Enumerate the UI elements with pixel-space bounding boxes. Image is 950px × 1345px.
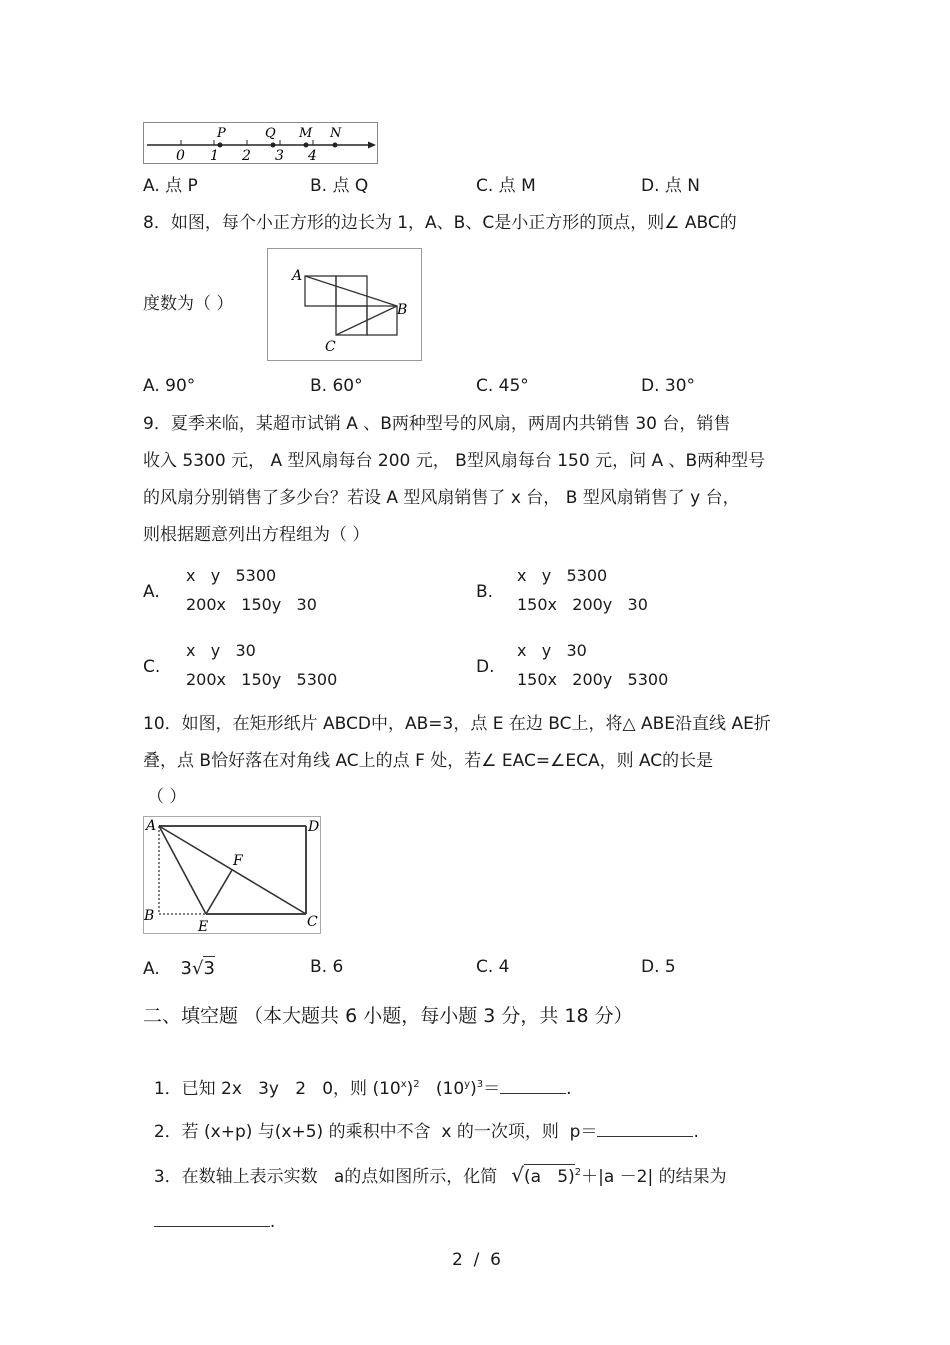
page-number: 2 / 6: [452, 1250, 501, 1270]
q10-option-b: B. 6: [310, 957, 344, 977]
q9-option-d-eq1: x y 30: [517, 641, 587, 660]
q9-option-d-eq2: 150x 200y 5300: [517, 670, 669, 689]
fill-q3-rest: ＋|a －2| 的结果为: [581, 1167, 727, 1187]
fill-q1-paren1: ): [406, 1079, 414, 1099]
fill-q2-answer-blank[interactable]: [597, 1120, 693, 1137]
fill-q1-prefix: 1．已知 2x 3y 2 0，则 (10: [153, 1079, 401, 1099]
q8-option-a: A. 90°: [143, 376, 196, 396]
q7-option-d: D. 点 N: [641, 176, 701, 196]
q9-option-b-eq1: x y 5300: [517, 566, 608, 585]
fill-q1-sup-y: y: [464, 1079, 471, 1090]
fill-q3-period: .: [269, 1212, 276, 1232]
q9-option-c-label: C.: [143, 657, 161, 677]
fill-q1-period: .: [566, 1079, 572, 1099]
fill-q1-sup-2: 2: [413, 1079, 420, 1090]
q10-label-d: D: [308, 819, 320, 835]
q9-option-c-eq2: 200x 150y 5300: [186, 670, 338, 689]
q10-stem-line1: 10．如图，在矩形纸片 ABCD中，AB=3，点 E 在边 BC上，将△ ABE沿直线 AE折: [143, 714, 771, 734]
q8-label-b: B: [397, 302, 408, 318]
q10-option-a-radicand: 3: [203, 958, 215, 979]
fill-q1-mid: (10: [419, 1079, 465, 1099]
q9-stem-line1: 9．夏季来临，某超市试销 A 、B两种型号的风扇，两周内共销售 30 台，销售: [143, 414, 731, 434]
point-label-q: Q: [265, 126, 276, 141]
q10-option-c: C. 4: [476, 957, 510, 977]
point-label-m: M: [299, 126, 313, 141]
fill-q1-sup-3: 3: [476, 1079, 484, 1090]
q8-stem-line2: 度数为（ ）: [143, 294, 234, 314]
fill-q3-text: 3．在数轴上表示实数 a的点如图所示，化简: [153, 1167, 498, 1187]
q10-label-a: A: [146, 818, 157, 834]
sqrt-icon: √: [511, 1163, 525, 1187]
q7-option-a: A. 点 P: [143, 176, 198, 196]
q10-label-c: C: [307, 914, 318, 930]
q9-option-d-label: D.: [476, 657, 495, 677]
q10-option-a-label: A.: [143, 959, 160, 979]
q9-option-a-eq2: 200x 150y 30: [186, 595, 317, 614]
fill-q1-equals: ＝: [483, 1079, 501, 1099]
q10-stem-line2: 叠，点 B恰好落在对角线 AC上的点 F 处，若∠ EAC=∠ECA，则 AC的长是: [143, 751, 714, 771]
q10-rectangle-figure: [143, 816, 321, 934]
tick-label-4: 4: [308, 148, 317, 164]
q9-option-a-label: A.: [143, 582, 160, 602]
fill-q3-radicand: (a 5): [524, 1164, 575, 1188]
q8-grid-figure: [267, 248, 422, 361]
q7-option-c: C. 点 M: [476, 176, 536, 196]
q9-stem-line4: 则根据题意列出方程组为（ ）: [143, 525, 370, 545]
q8-option-d: D. 30°: [641, 376, 696, 396]
fill-q3: [143, 1142, 727, 1191]
fill-q1-paren2: ): [470, 1079, 477, 1099]
tick-label-3: 3: [275, 148, 284, 164]
tick-label-1: 1: [210, 148, 219, 164]
q10-option-d: D. 5: [641, 957, 676, 977]
q8-option-b: B. 60°: [310, 376, 363, 396]
q7-option-b: B. 点 Q: [310, 176, 369, 196]
number-line-figure: [143, 122, 378, 164]
q8-stem-line1: 8．如图，每个小正方形的边长为 1，A、B、C是小正方形的顶点，则∠ ABC的: [143, 213, 737, 233]
fill-q2-text: 2．若 (x+p) 与(x+5) 的乘积中不含 x 的一次项，则 p＝: [153, 1122, 598, 1142]
q9-option-b-eq2: 150x 200y 30: [517, 595, 648, 614]
q9-stem-line3: 的风扇分别销售了多少台？若设 A 型风扇销售了 x 台， B 型风扇销售了 y 台，: [143, 488, 740, 508]
fill-q1: [143, 1055, 572, 1103]
q8-label-c: C: [325, 339, 336, 355]
q10-label-e: E: [198, 919, 209, 934]
q10-option-a: [143, 956, 215, 980]
sqrt-icon: √: [192, 958, 204, 979]
fill-q1-answer-blank[interactable]: [500, 1077, 566, 1094]
q10-label-b: B: [144, 908, 155, 924]
q8-option-c: C. 45°: [476, 376, 529, 396]
q9-option-c-eq1: x y 30: [186, 641, 256, 660]
section-2-title: 二、填空题 （本大题共 6 小题，每小题 3 分，共 18 分）: [143, 1005, 633, 1027]
q9-option-a-eq1: x y 5300: [186, 566, 277, 585]
q10-label-f: F: [233, 853, 243, 869]
q9-stem-line2: 收入 5300 元， A 型风扇每台 200 元， B型风扇每台 150 元，问 A 、B两种型号: [143, 451, 766, 471]
fill-q2-period: .: [693, 1122, 699, 1142]
fill-q1-sup-x: x: [400, 1079, 407, 1090]
q9-option-b-label: B.: [476, 582, 494, 602]
q8-label-a: A: [292, 268, 303, 284]
tick-label-0: 0: [176, 148, 185, 164]
fill-q3-answer-blank[interactable]: [154, 1210, 270, 1227]
fill-q3-line2: [143, 1188, 275, 1233]
tick-label-2: 2: [242, 148, 251, 164]
fill-q2: [143, 1098, 699, 1143]
point-label-n: N: [330, 126, 342, 141]
q10-stem-line3: （ ）: [147, 787, 187, 807]
point-label-p: P: [217, 126, 226, 141]
fill-q3-sup-2: 2: [574, 1167, 582, 1178]
q10-option-a-coef: 3: [180, 958, 192, 979]
